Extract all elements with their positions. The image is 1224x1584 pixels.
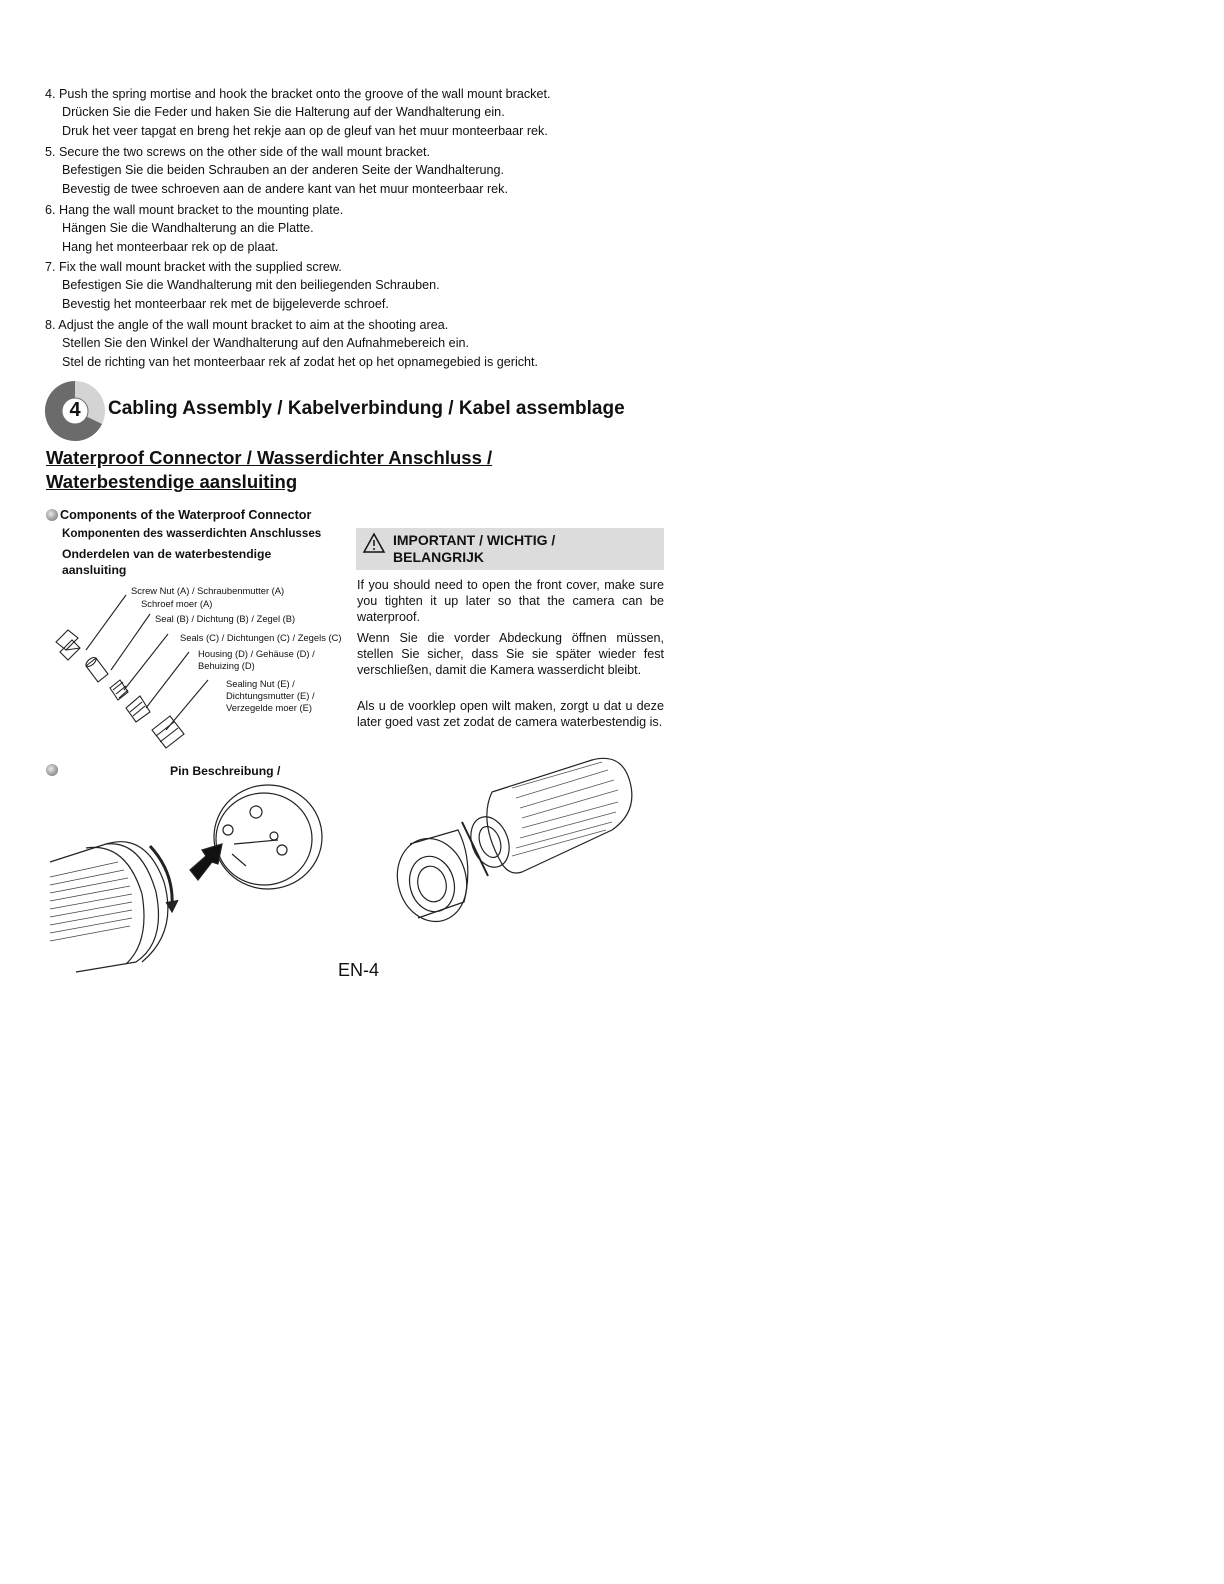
step-8-en: 8. Adjust the angle of the wall mount bracket to aim at the shooting area. [45, 318, 449, 332]
components-bullet-icon [46, 509, 58, 521]
step-5 [45, 143, 508, 198]
step-7-de: Befestigen Sie die Wandhalterung mit den beiliegenden Schrauben. [62, 278, 440, 293]
section-title: Cabling Assembly / Kabelverbindung / Kabel assemblage [108, 398, 625, 419]
step-7-nl: Bevestig het monteerbaar rek met de bijgeleverde schroef. [62, 296, 389, 311]
label-screw-nut: Screw Nut (A) / Schraubenmutter (A) [131, 585, 285, 596]
camera-front-cover-illustration [392, 752, 647, 932]
subheading [46, 446, 492, 494]
pin-title: Pin Beschreibung / [170, 764, 281, 778]
important-title [393, 532, 555, 566]
important-text-nl: Als u de voorklep open wilt maken, zorgt u dat u deze later goed vast zet zodat de camera waterbestendig is. [357, 699, 664, 729]
step-6-de: Hängen Sie die Wandhalterung an die Platte. [62, 221, 314, 236]
important-title-line-2: BELANGRIJK [393, 549, 485, 565]
label-sealing-nut-de: Dichtungsmutter (E) / [226, 690, 315, 701]
step-5-nl: Bevestig de twee schroeven aan de andere kant van het muur monteerbaar rek. [62, 181, 508, 196]
label-seals: Seals (C) / Dichtungen (C) / Zegels (C) [180, 632, 342, 643]
subheading-line-1: Waterproof Connector / Wasserdichter Anschluss / [46, 447, 493, 468]
section-number: 4 [69, 399, 81, 421]
components-title-nl-2: aansluiting [62, 563, 127, 577]
step-5-en: 5. Secure the two screws on the other side of the wall mount bracket. [45, 145, 431, 159]
label-sealing-nut-nl: Verzegelde moer (E) [226, 702, 312, 713]
step-8-de: Stellen Sie den Winkel der Wandhalterung auf den Aufnahmebereich ein. [62, 336, 469, 351]
step-8-nl: Stel de richting van het monteerbaar rek af zodat het op het opnamegebied is gericht. [62, 354, 539, 369]
step-7 [45, 258, 440, 313]
label-screw-nut-nl: Schroef moer (A) [141, 598, 213, 609]
subheading-line-2: Waterbestendige aansluiting [46, 471, 298, 492]
step-6 [45, 201, 343, 256]
step-7-en: 7. Fix the wall mount bracket with the supplied screw. [45, 260, 342, 274]
step-4 [45, 85, 550, 140]
connector-components-illustration [46, 590, 296, 760]
step-4-de: Drücken Sie die Feder und haken Sie die Halterung auf der Wandhalterung ein. [62, 105, 505, 120]
important-text-en: If you should need to open the front cover, make sure you tighten it up later so that the camera can be waterproof. [357, 578, 664, 624]
label-seal: Seal (B) / Dichtung (B) / Zegel (B) [155, 613, 296, 624]
important-title-line-1: IMPORTANT / WICHTIG / [393, 532, 556, 548]
label-housing: Housing (D) / Gehäuse (D) / [198, 648, 315, 659]
label-housing-nl: Behuizing (D) [198, 660, 255, 671]
warning-triangle-icon [362, 532, 386, 554]
components-title-nl-1: Onderdelen van de waterbestendige [62, 547, 272, 561]
components-title-en: Components of the Waterproof Connector [60, 508, 312, 522]
pin-bullet-icon [46, 764, 58, 776]
important-text-de: Wenn Sie die vorder Abdeckung öffnen müssen, stellen Sie sicher, dass Sie sie später wieder fest verschließen, damit die Kamera wasserdicht bleibt. [357, 631, 664, 677]
camera-rear-cover-illustration [46, 782, 336, 977]
step-5-de: Befestigen Sie die beiden Schrauben an der anderen Seite der Wandhalterung. [62, 163, 505, 178]
page-number: EN-4 [338, 960, 380, 980]
step-8 [45, 316, 538, 371]
components-title-de: Komponenten des wasserdichten Anschlusses [62, 527, 322, 540]
step-4-nl: Druk het veer tapgat en breng het rekje aan op de gleuf van het muur monteerbaar rek. [62, 123, 548, 138]
step-6-nl: Hang het monteerbaar rek op de plaat. [62, 239, 279, 254]
step-4-en: 4. Push the spring mortise and hook the bracket onto the groove of the wall mount bracket. [45, 87, 551, 101]
step-6-en: 6. Hang the wall mount bracket to the mounting plate. [45, 203, 344, 217]
label-sealing-nut: Sealing Nut (E) / [226, 678, 295, 689]
